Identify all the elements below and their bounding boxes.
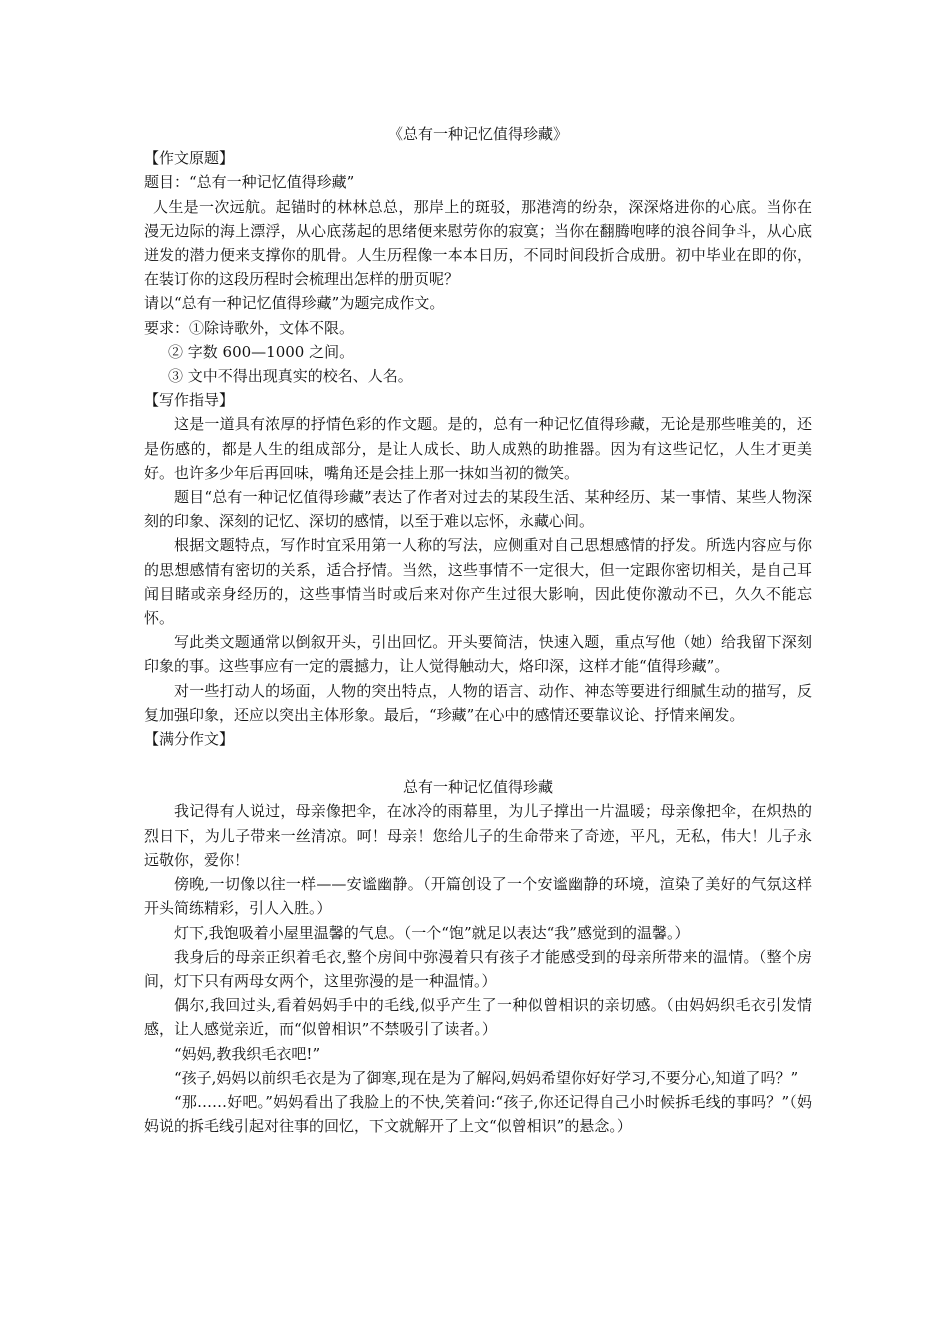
essay-paragraph: 傍晚,一切像以往一样——安谧幽静。（开篇创设了一个安谧幽静的环境，渲染了美好的气氛这样开头简练精彩，引人入胜。） [144,875,812,918]
guide-paragraph: 这是一道具有浓厚的抒情色彩的作文题。是的，总有一种记忆值得珍藏，无论是那些唯美的，还是伤感的，都是人生的组成部分，是让人成长、助人成熟的助推器。因为有这些记忆，人生才更美好。也许多少年后再回味，嘴角还是会挂上那一抹如当初的微笑。 [144,415,812,482]
essay-paragraph: 我身后的母亲正织着毛衣,整个房间中弥漫着只有孩子才能感受到的母亲所带来的温情。（整个房间，灯下只有两母女两个，这里弥漫的是一种温情。） [144,947,812,990]
document-page [144,122,812,1138]
prompt-instruction: 请以“总有一种记忆值得珍藏”为题完成作文。 [144,294,445,313]
section-heading-writing-guide: 【写作指导】 [144,391,235,410]
document-title: 《总有一种记忆值得珍藏》 [387,125,568,143]
blank-line [144,751,812,775]
guide-paragraph: 写此类文题通常以倒叙开头，引出回忆。开头要简洁，快速入题，重点写他（她）给我留下深刻印象的事。这些事应有一定的震撼力，让人觉得触动大，烙印深，这样才能“值得珍藏”。 [144,633,812,676]
requirement-1: 要求：①除诗歌外，文体不限。 [144,318,355,337]
requirement-2: ② 字数 600—1000 之间。 [168,342,355,361]
essay-paragraph: 我记得有人说过，母亲像把伞，在冰冷的雨幕里，为儿子撑出一片温暖；母亲像把伞，在炽热的烈日下，为儿子带来一丝清凉。呵！母亲！您给儿子的生命带来了奇迹，平凡，无私，伟大！儿子永远敬你，爱你！ [144,802,812,869]
section-heading-model-essay: 【满分作文】 [144,730,235,749]
guide-paragraph: 对一些打动人的场面，人物的突出特点，人物的语言、动作、神态等要进行细腻生动的描写，反复加强印象，还应以突出主体形象。最后，“珍藏”在心中的感情还要靠议论、抒情来阐发。 [144,681,812,724]
essay-paragraph: “孩子,妈妈以前织毛衣是为了御寒,现在是为了解闷,妈妈希望你好好学习,不要分心,知道了吗？” [174,1068,799,1087]
prompt-body: 人生是一次远航。起锚时的林林总总，那岸上的斑驳，那港湾的纷杂，深深烙进你的心底。当你在漫无边际的海上漂浮，从心底荡起的思绪便来慰劳你的寂寞；当你在翻腾咆哮的浪谷间争斗，从心底迸发的潜力便来支撑你的肌骨。人生历程像一本本日历，不同时间段折合成册。初中毕业在即的你，在装订你的这段历程时会梳理出怎样的册页呢？ [144,197,812,289]
prompt-title: 题目：“总有一种记忆值得珍藏” [144,173,355,192]
essay-paragraph: “妈妈,教我织毛衣吧!” [174,1044,321,1063]
requirement-3: ③ 文中不得出现真实的校名、人名。 [168,367,413,386]
guide-paragraph: 题目“总有一种记忆值得珍藏”表达了作者对过去的某段生活、某种经历、某一事情、某些人物深刻的印象、深刻的记忆、深切的感情，以至于难以忘怀，永藏心间。 [144,488,812,531]
section-heading-original-prompt: 【作文原题】 [144,149,235,168]
essay-paragraph: “那……好吧。”妈妈看出了我脸上的不快,笑着问:“孩子,你还记得自己小时候拆毛线的事吗？”（妈妈说的拆毛线引起对往事的回忆，下文就解开了上文“似曾相识”的悬念。） [144,1092,812,1136]
guide-paragraph: 根据文题特点，写作时宜采用第一人称的写法，应侧重对自己思想感情的抒发。所选内容应与你的思想感情有密切的关系，适合抒情。当然，这些事情不一定很大，但一定跟你密切相关，是自己耳闻目睹或亲身经历的，这些事情当时或后来对你产生过很大影响，因此使你激动不已，久久不能忘怀。 [144,536,812,628]
essay-paragraph: 偶尔,我回过头,看着妈妈手中的毛线,似乎产生了一种似曾相识的亲切感。（由妈妈织毛衣引发情感，让人感觉亲近，而“似曾相识”不禁吸引了读者。） [144,996,812,1039]
essay-paragraph: 灯下,我饱吸着小屋里温馨的气息。（一个“饱”就足以表达“我”感觉到的温馨。） [174,923,690,942]
essay-title: 总有一种记忆值得珍藏 [402,778,553,797]
